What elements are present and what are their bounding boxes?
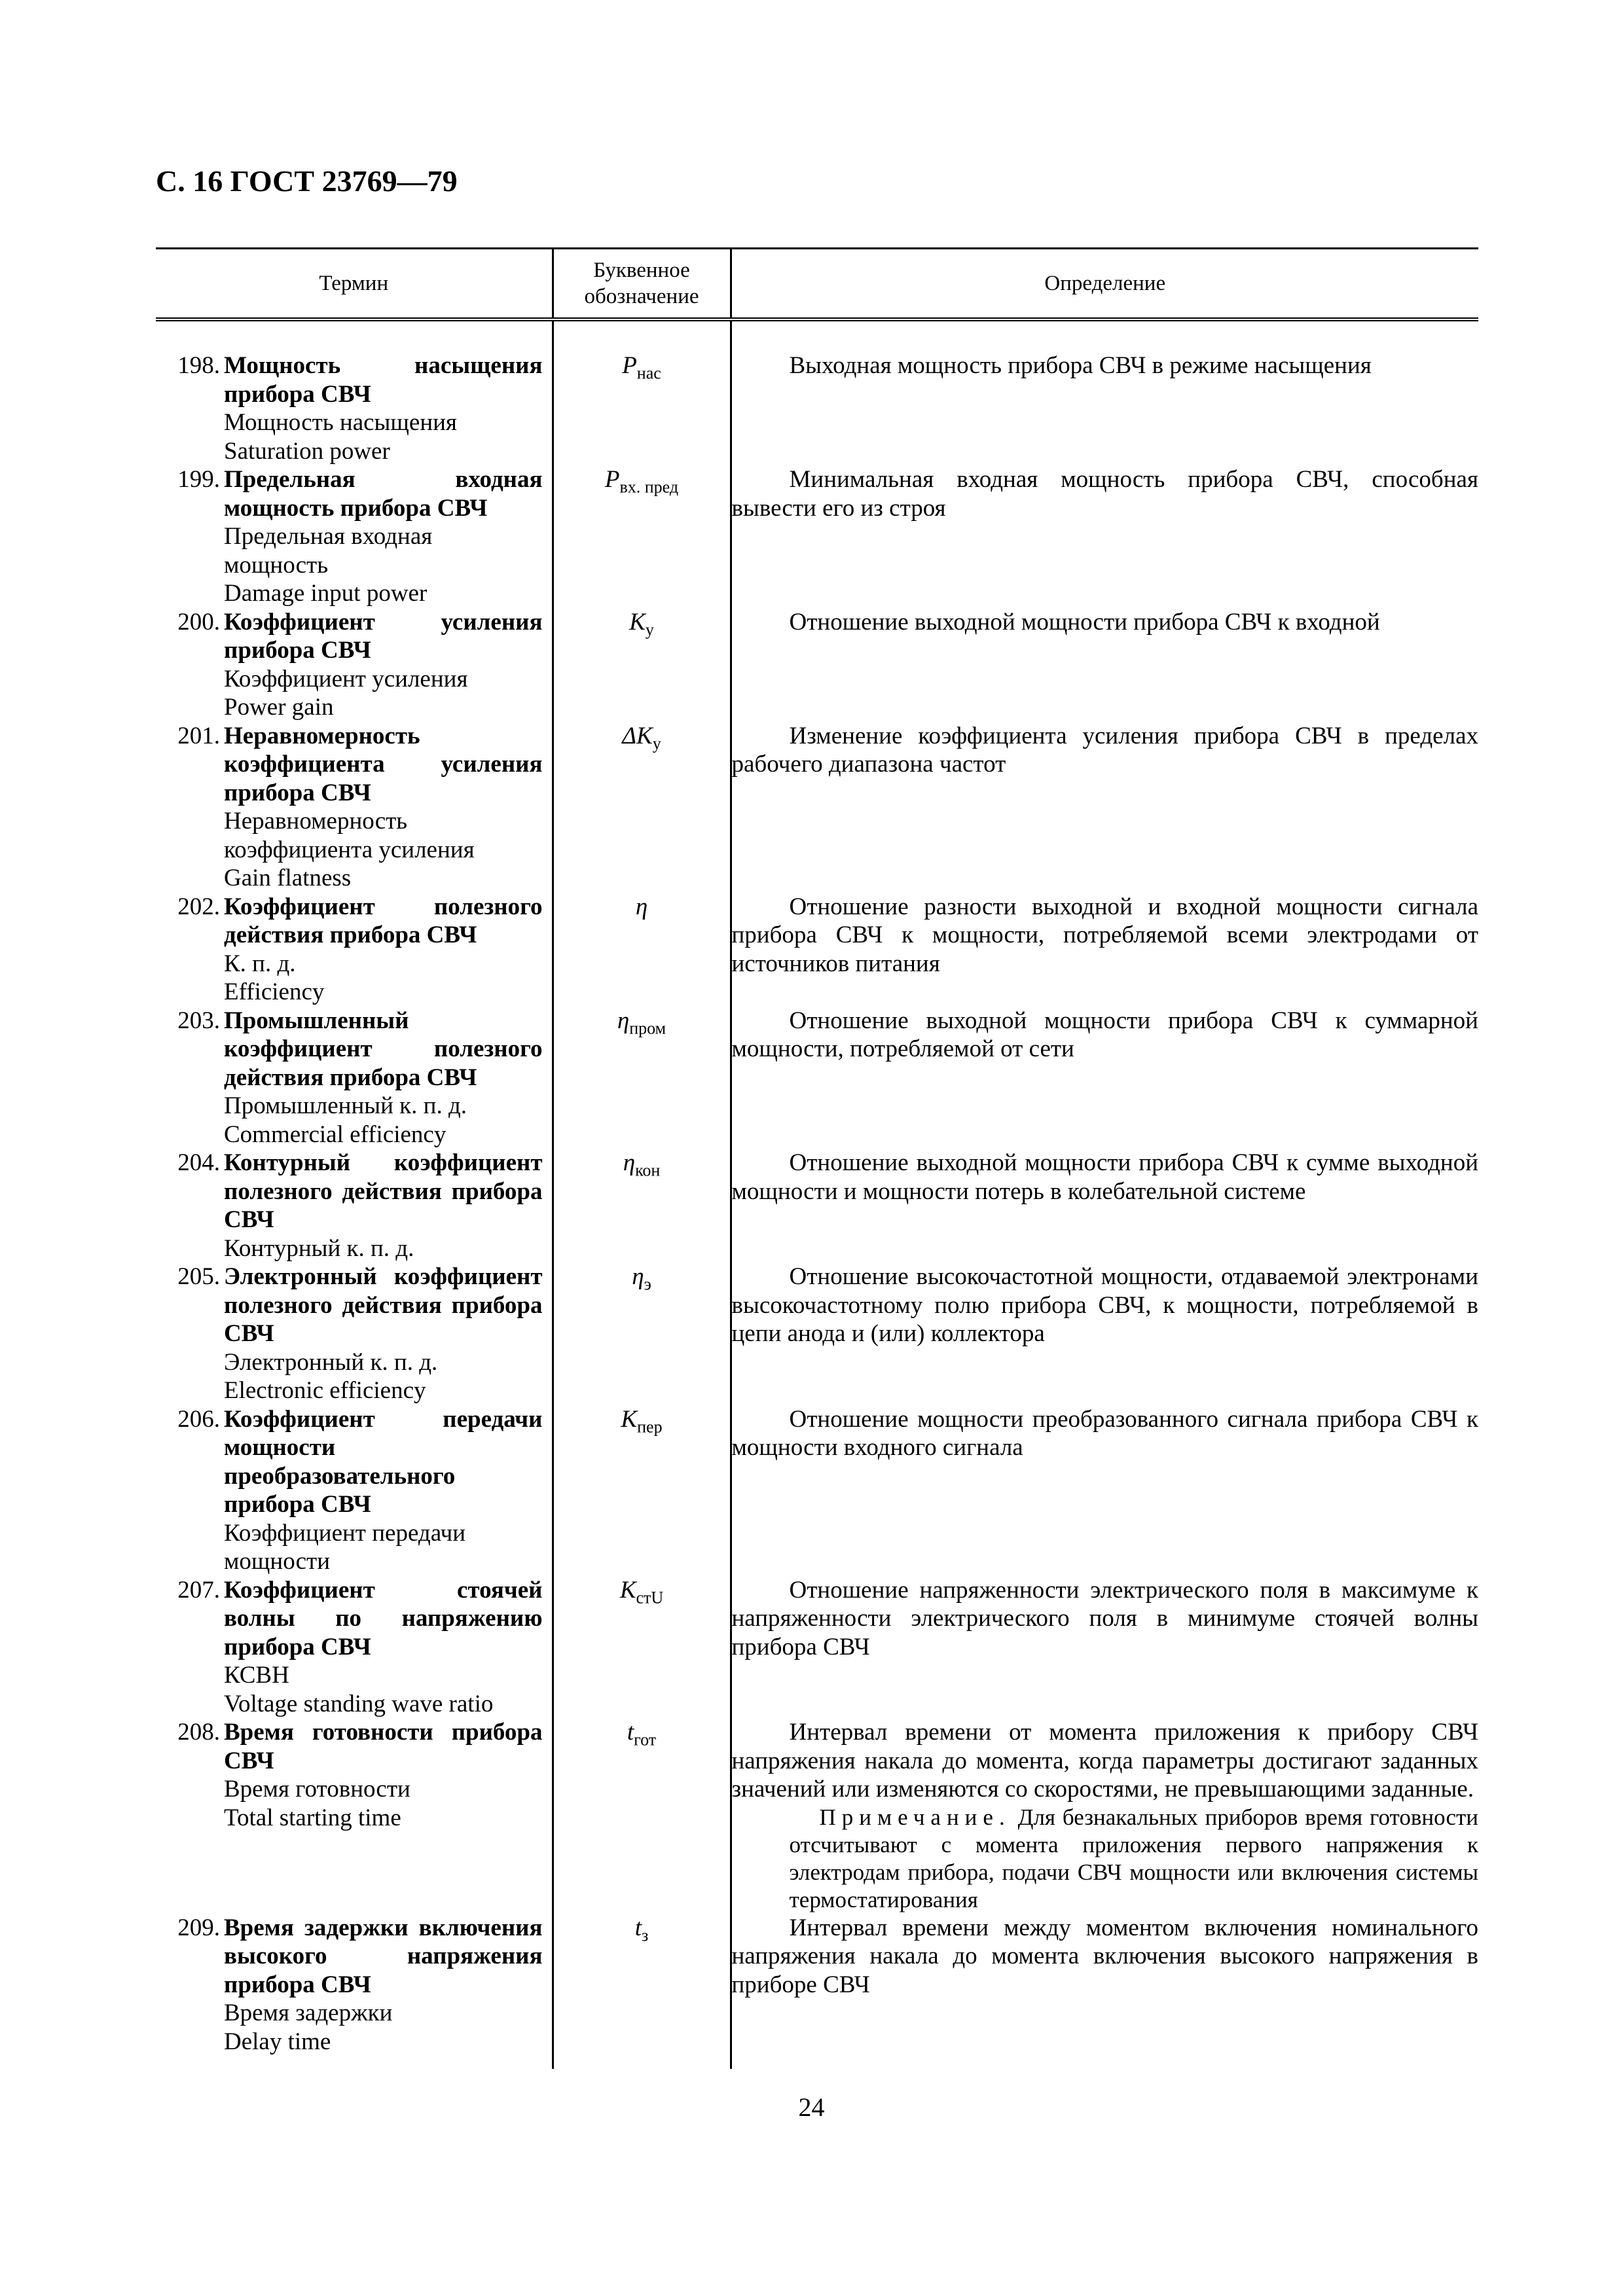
term-cell	[156, 1914, 553, 2070]
symbol-cell	[553, 1405, 731, 1576]
symbol-main: η	[632, 1263, 644, 1290]
table-body	[156, 319, 1478, 2069]
term-number: 204.	[177, 1149, 220, 1176]
definition-cell	[731, 1149, 1478, 1263]
symbol-cell	[553, 893, 731, 1007]
symbol-main: t	[634, 1914, 642, 1941]
term-cell	[156, 722, 553, 893]
table-row	[156, 1718, 1478, 1914]
term-synonym: Промышленный к. п. д.	[224, 1092, 467, 1119]
term-cell	[156, 1007, 553, 1149]
table-row	[156, 722, 1478, 893]
symbol-main: P	[622, 352, 637, 379]
table-row	[156, 1149, 1478, 1263]
symbol-main: ΔK	[622, 722, 653, 749]
term-block	[156, 1263, 552, 1405]
term-synonym: Мощность насыщения	[224, 409, 457, 436]
definition-cell	[731, 722, 1478, 893]
note-label: Примечание.	[819, 1804, 1011, 1830]
page-number: 24	[798, 2092, 825, 2122]
term-number: 208.	[177, 1719, 220, 1746]
symbol-main: K	[621, 1405, 638, 1433]
definition-note	[732, 1804, 1479, 1914]
term-name: Коэффициент усиления прибора СВЧ	[224, 608, 543, 664]
term-block	[156, 1149, 552, 1263]
term-block	[156, 1576, 552, 1719]
table-row	[156, 319, 1478, 465]
term-synonym: Время готовности	[224, 1776, 410, 1803]
table-row	[156, 1914, 1478, 2070]
symbol-cell	[553, 319, 731, 465]
term-name: Мощность насыщения прибора СВЧ	[224, 352, 543, 408]
definition-text: Отношение разности выходной и входной мощности сигнала прибора СВЧ к мощности, потребляемой всеми электродами от источников питания	[731, 893, 1478, 977]
term-cell	[156, 1263, 553, 1405]
table-row	[156, 465, 1478, 608]
term-cell	[156, 1576, 553, 1719]
term-english: Delay time	[224, 2028, 331, 2055]
term-name: Коэффициент полезного действия прибора СВЧ	[224, 893, 543, 948]
term-block	[156, 722, 552, 893]
term-synonym: Электронный к. п. д.	[224, 1348, 438, 1376]
term-block	[156, 351, 552, 465]
term-english: Electronic efficiency	[224, 1377, 426, 1404]
term-number: 198.	[177, 352, 220, 379]
term-block	[156, 608, 552, 722]
term-name: Время готовности прибора СВЧ	[224, 1719, 543, 1774]
symbol-subscript: нас	[636, 363, 661, 383]
term-number: 209.	[177, 1914, 220, 1941]
symbol-subscript: э	[644, 1274, 651, 1294]
definition-cell	[731, 1914, 1478, 2070]
term-synonym: Контурный к. п. д.	[224, 1234, 414, 1262]
symbol-main: η	[617, 1007, 630, 1034]
symbol-cell	[553, 1263, 731, 1405]
term-cell	[156, 319, 553, 465]
term-number: 207.	[177, 1576, 220, 1604]
symbol-cell	[553, 1149, 731, 1263]
term-english: Power gain	[224, 694, 334, 721]
definition-text: Интервал времени от момента приложения к прибору СВЧ напряжения накала до момента, когда параметры достигают заданных значений или изменяются со скоростями, не превышающими заданные.	[731, 1719, 1478, 1803]
symbol-subscript: пром	[629, 1018, 666, 1037]
term-name: Электронный коэффициент полезного действия прибора СВЧ	[224, 1263, 543, 1347]
header-definition: Определение	[731, 249, 1478, 320]
term-number: 199.	[177, 466, 220, 493]
symbol-subscript: кон	[635, 1160, 661, 1180]
term-cell	[156, 1149, 553, 1263]
term-name: Промышленный коэффициент полезного действия прибора СВЧ	[224, 1007, 543, 1091]
table-row	[156, 1405, 1478, 1576]
term-cell	[156, 893, 553, 1007]
page-header: С. 16 ГОСТ 23769—79	[156, 164, 458, 198]
term-number: 203.	[177, 1007, 220, 1034]
symbol-cell	[553, 608, 731, 722]
symbol-main: η	[623, 1149, 636, 1176]
symbol-subscript: вх. пред	[619, 477, 679, 497]
term-number: 206.	[177, 1405, 220, 1433]
table-header-row	[156, 249, 1478, 320]
term-synonym: Коэффициент усиления	[224, 665, 468, 692]
symbol-main: K	[619, 1576, 636, 1604]
symbol-main: K	[629, 608, 646, 636]
term-synonym: К. п. д.	[224, 950, 296, 977]
term-number: 201.	[177, 722, 220, 749]
term-cell	[156, 1405, 553, 1576]
definition-text: Выходная мощность прибора СВЧ в режиме насыщения	[789, 352, 1372, 379]
symbol-main: P	[604, 466, 620, 493]
term-synonym: Неравномерность коэффициента усиления	[224, 808, 475, 863]
table-row	[156, 893, 1478, 1007]
definition-cell	[731, 465, 1478, 608]
header-symbol-line2: обозначение	[584, 285, 699, 308]
term-synonym: Предельная входная мощность	[224, 523, 433, 579]
term-number: 200.	[177, 608, 220, 636]
term-cell	[156, 608, 553, 722]
symbol-subscript: у	[652, 733, 661, 753]
symbol-cell	[553, 465, 731, 608]
definition-text: Изменение коэффициента усиления прибора СВЧ в пределах рабочего диапазона частот	[731, 722, 1478, 778]
term-english: Total starting time	[224, 1804, 401, 1831]
definition-cell	[731, 893, 1478, 1007]
term-block	[156, 893, 552, 1007]
term-synonym: Время задержки	[224, 2000, 393, 2026]
term-english: Commercial efficiency	[224, 1121, 447, 1148]
table-row	[156, 608, 1478, 722]
definition-cell	[731, 1007, 1478, 1149]
term-block	[156, 1007, 552, 1149]
terms-table	[156, 247, 1478, 2069]
term-name: Неравномерность коэффициента усиления прибора СВЧ	[224, 722, 543, 806]
definition-text: Минимальная входная мощность прибора СВЧ, способная вывести его из строя	[731, 466, 1478, 522]
symbol-subscript: з	[642, 1925, 649, 1945]
term-english: Voltage standing wave ratio	[224, 1690, 494, 1717]
term-english: Efficiency	[224, 978, 325, 1005]
definition-cell	[731, 1405, 1478, 1576]
table-row	[156, 1263, 1478, 1405]
term-block	[156, 1718, 552, 1832]
symbol-cell	[553, 1576, 731, 1719]
term-synonym: КСВН	[224, 1662, 289, 1689]
term-cell	[156, 1718, 553, 1914]
term-english: Gain flatness	[224, 865, 352, 891]
definition-cell	[731, 1263, 1478, 1405]
symbol-cell	[553, 1914, 731, 2070]
term-name: Коэффициент передачи мощности преобразовательного прибора СВЧ	[224, 1405, 543, 1518]
header-symbol-line1: Буквенное	[593, 259, 690, 282]
term-number: 205.	[177, 1263, 220, 1290]
term-name: Контурный коэффициент полезного действия прибора СВЧ	[224, 1149, 543, 1233]
term-number: 202.	[177, 893, 220, 920]
symbol-main: η	[635, 893, 648, 920]
symbol-subscript: у	[645, 619, 654, 639]
symbol-main: t	[627, 1719, 634, 1746]
term-name: Время задержки включения высокого напряжения прибора СВЧ	[224, 1914, 543, 1998]
term-cell	[156, 465, 553, 608]
symbol-subscript: пер	[637, 1416, 663, 1436]
note-text: Для безнакальных приборов время готовности отсчитывают с момента приложения первого напряжения к электродам прибора, подачи СВЧ мощности или включения системы термостатирования	[789, 1804, 1479, 1912]
term-block	[156, 465, 552, 608]
header-term: Термин	[156, 249, 553, 320]
term-name: Предельная входная мощность прибора СВЧ	[224, 466, 543, 522]
term-synonym: Коэффициент передачи мощности	[224, 1519, 466, 1575]
definition-text: Отношение выходной мощности прибора СВЧ к суммарной мощности, потребляемой от сети	[731, 1007, 1478, 1062]
definition-text: Отношение напряженности электрического поля в максимуме к напряженности электрического поля в минимуме стоячей волны прибора СВЧ	[731, 1576, 1478, 1660]
definition-text: Интервал времени между моментом включения номинального напряжения накала до момента включения высокого напряжения в приборе СВЧ	[731, 1914, 1478, 1998]
symbol-subscript: гот	[634, 1730, 657, 1749]
term-name: Коэффициент стоячей волны по напряжению прибора СВЧ	[224, 1576, 543, 1660]
term-block	[156, 1405, 552, 1576]
term-block	[156, 1914, 552, 2056]
symbol-cell	[553, 1718, 731, 1914]
definition-cell	[731, 608, 1478, 722]
symbol-cell	[553, 722, 731, 893]
symbol-subscript: стU	[636, 1587, 664, 1607]
definition-cell	[731, 319, 1478, 465]
term-english: Saturation power	[224, 437, 390, 465]
symbol-cell	[553, 1007, 731, 1149]
definition-text: Отношение мощности преобразованного сигнала прибора СВЧ к мощности входного сигнала	[731, 1405, 1478, 1461]
definition-text: Отношение выходной мощности прибора СВЧ к сумме выходной мощности и мощности потерь в колебательной системе	[731, 1149, 1478, 1205]
header-symbol	[553, 249, 731, 320]
definition-text: Отношение высокочастотной мощности, отдаваемой электронами высокочастотному полю прибора СВЧ, к мощности, потребляемой в цепи анода и (или) коллектора	[731, 1263, 1478, 1347]
table-row	[156, 1007, 1478, 1149]
term-english: Damage input power	[224, 580, 428, 607]
definition-cell	[731, 1718, 1478, 1914]
definition-text: Отношение выходной мощности прибора СВЧ к входной	[789, 608, 1380, 636]
table-row	[156, 1576, 1478, 1719]
definition-cell	[731, 1576, 1478, 1719]
